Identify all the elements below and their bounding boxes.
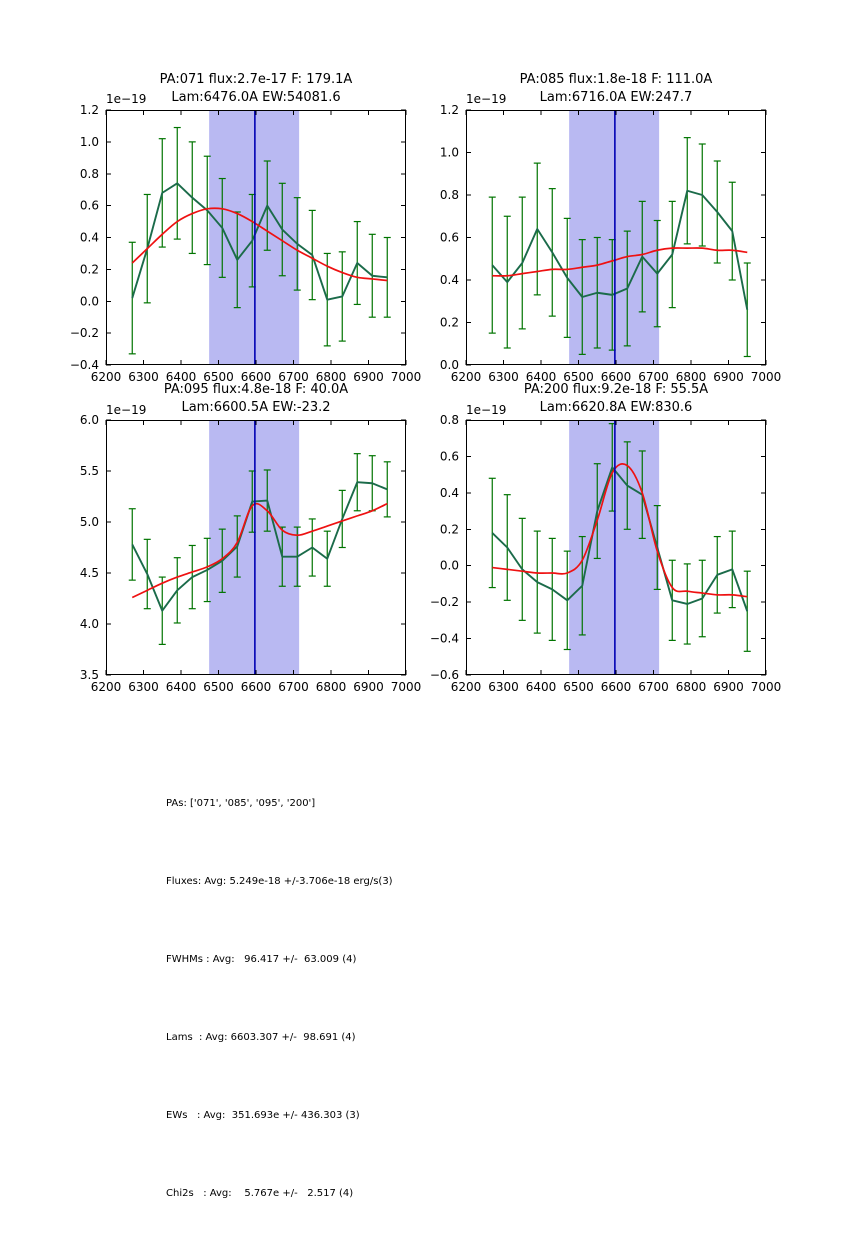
subplot2-title-line2: Lam:6716.0A EW:247.7 [539,90,693,105]
svg-text:6900: 6900 [713,680,744,694]
svg-text:4.0: 4.0 [79,617,99,631]
summary-line-chi2s: Chi2s : Avg: 5.767e +/- 2.517 (4) [166,1188,354,1199]
svg-text:7000: 7000 [750,680,782,694]
svg-text:0.8: 0.8 [79,166,99,181]
subplot4-offset-label: 1e−19 [466,403,507,417]
svg-text:0.6: 0.6 [439,449,459,464]
svg-text:6700: 6700 [638,680,669,694]
subplot1-title-line1: PA:071 flux:2.7e-17 F: 179.1A [159,72,353,87]
subplot1-offset-label: 1e−19 [106,92,147,106]
subplot2-title-line1: PA:085 flux:1.8e-18 F: 111.0A [519,72,713,87]
svg-text:6300: 6300 [128,680,159,694]
svg-text:0.0: 0.0 [439,358,459,372]
subplot1-title-line2: Lam:6476.0A EW:54081.6 [171,90,341,105]
svg-text:0.0: 0.0 [439,558,459,573]
svg-text:5.0: 5.0 [79,515,99,529]
subplot2-offset-label: 1e−19 [466,92,507,106]
svg-text:6800: 6800 [675,680,707,694]
subplot3-title-line1: PA:095 flux:4.8e-18 F: 40.0A [163,382,349,397]
svg-text:6200: 6200 [450,680,482,694]
subplot1-title [106,71,406,107]
summary-line-ews: EWs : Avg: 351.693e +/- 436.303 (3) [166,1110,360,1121]
svg-text:1.2: 1.2 [79,103,99,117]
svg-text:−0.4: −0.4 [429,631,459,646]
svg-text:4.5: 4.5 [79,566,99,580]
svg-text:−0.2: −0.2 [69,326,99,341]
svg-text:6200: 6200 [450,370,482,384]
svg-text:6300: 6300 [488,370,519,384]
svg-text:0.8: 0.8 [439,413,459,427]
svg-text:6400: 6400 [165,370,197,384]
svg-text:6900: 6900 [713,370,744,384]
svg-text:6700: 6700 [278,370,309,384]
svg-text:−0.2: −0.2 [429,595,459,610]
subplot1-plot-area [69,103,422,384]
svg-text:6700: 6700 [638,370,669,384]
svg-text:−0.4: −0.4 [69,358,99,372]
summary-line-lams: Lams : Avg: 6603.307 +/- 98.691 (4) [166,1032,356,1043]
svg-text:0.4: 0.4 [79,230,99,245]
svg-text:7000: 7000 [390,680,422,694]
summary-line-pas: PAs: ['071', '085', '095', '200'] [166,798,316,809]
subplot3-title-line2: Lam:6600.5A EW:-23.2 [181,400,331,415]
svg-text:6500: 6500 [563,370,594,384]
svg-text:0.6: 0.6 [79,198,99,213]
svg-text:3.5: 3.5 [79,668,99,682]
svg-text:6800: 6800 [675,370,707,384]
svg-text:6600: 6600 [240,370,272,384]
svg-text:6900: 6900 [353,370,384,384]
svg-text:0.8: 0.8 [439,188,459,202]
summary-line-fwhms: FWHMs : Avg: 96.417 +/- 63.009 (4) [166,954,357,965]
subplot3-plot-area [79,413,422,694]
svg-text:6700: 6700 [278,680,309,694]
svg-text:6200: 6200 [90,370,122,384]
subplot4-plot-area [429,413,782,694]
subplot2-plot-area [439,103,782,384]
svg-text:6900: 6900 [353,680,384,694]
svg-text:6.0: 6.0 [79,413,99,427]
svg-text:6500: 6500 [203,680,234,694]
svg-text:6400: 6400 [525,370,557,384]
summary-line-fluxes: Fluxes: Avg: 5.249e-18 +/-3.706e-18 erg/s(3) [166,876,393,887]
svg-text:0.4: 0.4 [439,485,459,500]
svg-text:0.4: 0.4 [439,273,459,287]
svg-text:6400: 6400 [165,680,197,694]
subplot3-offset-label: 1e−19 [106,403,147,417]
subplot4-title [466,381,766,417]
subplot2-title [466,71,766,107]
subplot4-title-line1: PA:200 flux:9.2e-18 F: 55.5A [523,382,709,397]
svg-text:6300: 6300 [488,680,519,694]
svg-text:6600: 6600 [240,680,272,694]
summary-stats [166,739,393,1259]
svg-text:0.0: 0.0 [79,294,99,309]
svg-text:0.6: 0.6 [439,230,459,245]
svg-text:0.2: 0.2 [79,262,99,277]
svg-text:6200: 6200 [90,680,122,694]
svg-text:6800: 6800 [315,680,347,694]
subplot3-title [106,381,406,417]
subplot4-title-line2: Lam:6620.8A EW:830.6 [539,400,693,415]
svg-text:0.2: 0.2 [439,315,459,330]
svg-text:−0.6: −0.6 [429,668,459,682]
svg-text:1.2: 1.2 [439,103,459,117]
svg-text:7000: 7000 [390,370,422,384]
svg-text:6600: 6600 [600,370,632,384]
svg-text:0.2: 0.2 [439,522,459,537]
svg-text:6300: 6300 [128,370,159,384]
svg-text:7000: 7000 [750,370,782,384]
svg-text:6400: 6400 [525,680,557,694]
svg-text:6600: 6600 [600,680,632,694]
svg-text:6500: 6500 [203,370,234,384]
svg-text:1.0: 1.0 [439,145,459,160]
svg-text:6800: 6800 [315,370,347,384]
svg-text:5.5: 5.5 [79,464,99,478]
svg-text:1.0: 1.0 [79,134,99,149]
svg-text:6500: 6500 [563,680,594,694]
